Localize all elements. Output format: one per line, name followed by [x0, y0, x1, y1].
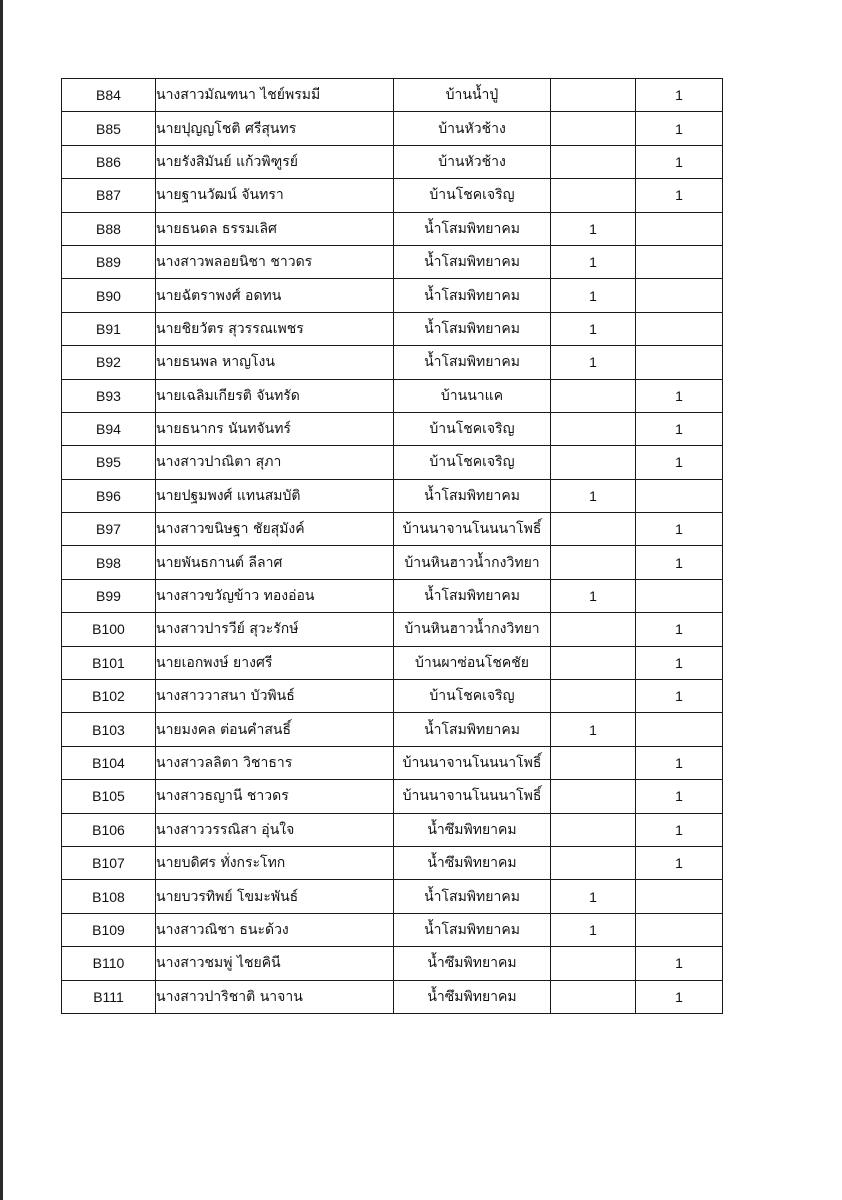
school-name-cell: น้ำโสมพิทยาคม — [394, 713, 551, 746]
school-name-cell: บ้านหินฮาวน้ำกงวิทยา — [394, 546, 551, 579]
school-name-cell: น้ำโสมพิทยาคม — [394, 479, 551, 512]
student-name-cell: นางสาวชมพู่ ไชยคินี — [156, 947, 394, 980]
school-name-cell: น้ำซึมพิทยาคม — [394, 980, 551, 1013]
table-row — [62, 446, 723, 479]
count-column-b-cell: 1 — [636, 846, 723, 879]
count-column-a-cell — [551, 613, 636, 646]
table-row — [62, 613, 723, 646]
school-name-cell: บ้านน้ำปู่ — [394, 79, 551, 112]
table-row — [62, 579, 723, 612]
student-code-cell: B106 — [62, 813, 156, 846]
student-name-cell: นายฉัตราพงศ์ อดทน — [156, 279, 394, 312]
table-row — [62, 379, 723, 412]
student-name-cell: นางสาวปารวีย์ สุวะรักษ์ — [156, 613, 394, 646]
school-name-cell: น้ำโสมพิทยาคม — [394, 913, 551, 946]
count-column-a-cell — [551, 980, 636, 1013]
count-column-b-cell: 1 — [636, 179, 723, 212]
table-row — [62, 112, 723, 145]
school-name-cell: บ้านโชคเจริญ — [394, 412, 551, 445]
roster-table-body — [62, 79, 723, 1014]
student-code-cell: B96 — [62, 479, 156, 512]
student-code-cell: B110 — [62, 947, 156, 980]
count-column-a-cell — [551, 947, 636, 980]
table-row — [62, 646, 723, 679]
table-row — [62, 279, 723, 312]
student-code-cell: B107 — [62, 846, 156, 879]
count-column-a-cell — [551, 813, 636, 846]
count-column-b-cell: 1 — [636, 79, 723, 112]
student-code-cell: B92 — [62, 346, 156, 379]
school-name-cell: บ้านโชคเจริญ — [394, 680, 551, 713]
table-row — [62, 312, 723, 345]
school-name-cell: บ้านโชคเจริญ — [394, 179, 551, 212]
count-column-b-cell: 1 — [636, 546, 723, 579]
student-code-cell: B104 — [62, 746, 156, 779]
school-name-cell: บ้านผาซ่อนโชคชัย — [394, 646, 551, 679]
student-name-cell: นายธนพล หาญโงน — [156, 346, 394, 379]
school-name-cell: บ้านนาจานโนนนาโพธิ์ — [394, 780, 551, 813]
count-column-b-cell: 1 — [636, 446, 723, 479]
count-column-b-cell — [636, 346, 723, 379]
table-row — [62, 346, 723, 379]
count-column-a-cell: 1 — [551, 579, 636, 612]
count-column-a-cell: 1 — [551, 279, 636, 312]
student-name-cell: นางสาวปาริชาติ นาจาน — [156, 980, 394, 1013]
school-name-cell: บ้านหัวช้าง — [394, 112, 551, 145]
student-name-cell: นางสาวขวัญข้าว ทองอ่อน — [156, 579, 394, 612]
student-code-cell: B91 — [62, 312, 156, 345]
count-column-a-cell — [551, 513, 636, 546]
count-column-b-cell: 1 — [636, 646, 723, 679]
count-column-b-cell — [636, 479, 723, 512]
count-column-a-cell — [551, 179, 636, 212]
count-column-a-cell: 1 — [551, 312, 636, 345]
count-column-a-cell — [551, 846, 636, 879]
count-column-b-cell — [636, 913, 723, 946]
school-name-cell: บ้านนาจานโนนนาโพธิ์ — [394, 513, 551, 546]
count-column-b-cell: 1 — [636, 947, 723, 980]
table-row — [62, 913, 723, 946]
table-row — [62, 880, 723, 913]
table-row — [62, 212, 723, 245]
school-name-cell: บ้านหินฮาวน้ำกงวิทยา — [394, 613, 551, 646]
student-name-cell: นายธนากร นันทจันทร์ — [156, 412, 394, 445]
student-code-cell: B95 — [62, 446, 156, 479]
count-column-a-cell — [551, 446, 636, 479]
count-column-a-cell — [551, 145, 636, 178]
student-name-cell: นายปฐมพงศ์ แทนสมบัติ — [156, 479, 394, 512]
student-name-cell: นางสาวณิชา ธนะด้วง — [156, 913, 394, 946]
count-column-a-cell — [551, 112, 636, 145]
count-column-a-cell: 1 — [551, 212, 636, 245]
school-name-cell: น้ำโสมพิทยาคม — [394, 579, 551, 612]
student-code-cell: B88 — [62, 212, 156, 245]
student-code-cell: B103 — [62, 713, 156, 746]
student-code-cell: B89 — [62, 245, 156, 278]
student-code-cell: B102 — [62, 680, 156, 713]
school-name-cell: น้ำโสมพิทยาคม — [394, 212, 551, 245]
school-name-cell: น้ำโสมพิทยาคม — [394, 279, 551, 312]
count-column-a-cell — [551, 680, 636, 713]
school-name-cell: น้ำโสมพิทยาคม — [394, 880, 551, 913]
table-row — [62, 846, 723, 879]
student-name-cell: นางสาวพลอยนิชา ชาวดร — [156, 245, 394, 278]
student-code-cell: B100 — [62, 613, 156, 646]
count-column-b-cell: 1 — [636, 680, 723, 713]
count-column-b-cell: 1 — [636, 980, 723, 1013]
count-column-b-cell: 1 — [636, 813, 723, 846]
school-name-cell: น้ำโสมพิทยาคม — [394, 245, 551, 278]
count-column-a-cell — [551, 646, 636, 679]
student-code-cell: B105 — [62, 780, 156, 813]
school-name-cell: น้ำซึมพิทยาคม — [394, 947, 551, 980]
count-column-b-cell — [636, 880, 723, 913]
student-code-cell: B109 — [62, 913, 156, 946]
table-row — [62, 780, 723, 813]
count-column-a-cell: 1 — [551, 479, 636, 512]
count-column-b-cell — [636, 713, 723, 746]
count-column-a-cell: 1 — [551, 245, 636, 278]
student-code-cell: B93 — [62, 379, 156, 412]
student-roster-table — [61, 78, 723, 1014]
count-column-a-cell — [551, 79, 636, 112]
count-column-b-cell: 1 — [636, 379, 723, 412]
count-column-b-cell: 1 — [636, 746, 723, 779]
student-code-cell: B86 — [62, 145, 156, 178]
count-column-b-cell — [636, 245, 723, 278]
table-row — [62, 179, 723, 212]
student-code-cell: B94 — [62, 412, 156, 445]
count-column-b-cell: 1 — [636, 145, 723, 178]
student-name-cell: นางสาวปาณิตา สุภา — [156, 446, 394, 479]
table-row — [62, 713, 723, 746]
table-row — [62, 145, 723, 178]
table-row — [62, 245, 723, 278]
count-column-a-cell: 1 — [551, 346, 636, 379]
student-name-cell: นายพันธกานต์ ลีลาศ — [156, 546, 394, 579]
count-column-a-cell — [551, 379, 636, 412]
student-name-cell: นายรังสิมันย์ แก้วพิฑูรย์ — [156, 145, 394, 178]
table-row — [62, 412, 723, 445]
table-row — [62, 513, 723, 546]
count-column-a-cell — [551, 780, 636, 813]
student-name-cell: นายปุญญโชติ ศรีสุนทร — [156, 112, 394, 145]
student-name-cell: นายฐานวัฒน์ จันทรา — [156, 179, 394, 212]
count-column-a-cell: 1 — [551, 880, 636, 913]
table-row — [62, 546, 723, 579]
school-name-cell: บ้านนาแค — [394, 379, 551, 412]
count-column-b-cell — [636, 579, 723, 612]
student-name-cell: นายชิยวัตร สุวรรณเพชร — [156, 312, 394, 345]
school-name-cell: บ้านนาจานโนนนาโพธิ์ — [394, 746, 551, 779]
student-code-cell: B108 — [62, 880, 156, 913]
student-name-cell: นางสาวมัณฑนา ไชย์พรมมี — [156, 79, 394, 112]
table-row — [62, 980, 723, 1013]
count-column-a-cell — [551, 412, 636, 445]
student-name-cell: นายมงคล ต่อนคำสนธิ์ — [156, 713, 394, 746]
count-column-a-cell: 1 — [551, 913, 636, 946]
student-name-cell: นางสาวลลิตา วิชาธาร — [156, 746, 394, 779]
student-name-cell: นายบวรทิพย์ โขมะพันธ์ — [156, 880, 394, 913]
table-row — [62, 79, 723, 112]
student-name-cell: นายธนดล ธรรมเลิศ — [156, 212, 394, 245]
student-name-cell: นายเฉลิมเกียรติ จันทรัด — [156, 379, 394, 412]
student-code-cell: B87 — [62, 179, 156, 212]
student-name-cell: นางสาววาสนา บัวพินธ์ — [156, 680, 394, 713]
count-column-b-cell — [636, 312, 723, 345]
student-code-cell: B97 — [62, 513, 156, 546]
student-code-cell: B98 — [62, 546, 156, 579]
school-name-cell: น้ำโสมพิทยาคม — [394, 312, 551, 345]
count-column-a-cell — [551, 546, 636, 579]
count-column-b-cell: 1 — [636, 613, 723, 646]
school-name-cell: บ้านโชคเจริญ — [394, 446, 551, 479]
student-code-cell: B111 — [62, 980, 156, 1013]
count-column-b-cell: 1 — [636, 513, 723, 546]
school-name-cell: น้ำซึมพิทยาคม — [394, 813, 551, 846]
count-column-b-cell: 1 — [636, 780, 723, 813]
student-name-cell: นายบดิศร ทั่งกระโทก — [156, 846, 394, 879]
count-column-b-cell — [636, 212, 723, 245]
student-code-cell: B101 — [62, 646, 156, 679]
student-name-cell: นายเอกพงษ์ ยางศรี — [156, 646, 394, 679]
school-name-cell: บ้านหัวช้าง — [394, 145, 551, 178]
scan-edge-line — [0, 0, 3, 1200]
student-code-cell: B90 — [62, 279, 156, 312]
student-name-cell: นางสาวขนิษฐา ชัยสุมังค์ — [156, 513, 394, 546]
table-row — [62, 947, 723, 980]
student-name-cell: นางสาววรรณิสา อุ่นใจ — [156, 813, 394, 846]
school-name-cell: น้ำโสมพิทยาคม — [394, 346, 551, 379]
table-row — [62, 680, 723, 713]
count-column-a-cell: 1 — [551, 713, 636, 746]
table-row — [62, 746, 723, 779]
student-name-cell: นางสาวธญานี ชาวดร — [156, 780, 394, 813]
count-column-a-cell — [551, 746, 636, 779]
count-column-b-cell: 1 — [636, 412, 723, 445]
student-code-cell: B99 — [62, 579, 156, 612]
student-code-cell: B84 — [62, 79, 156, 112]
count-column-b-cell: 1 — [636, 112, 723, 145]
table-row — [62, 479, 723, 512]
student-code-cell: B85 — [62, 112, 156, 145]
table-row — [62, 813, 723, 846]
count-column-b-cell — [636, 279, 723, 312]
school-name-cell: น้ำซึมพิทยาคม — [394, 846, 551, 879]
